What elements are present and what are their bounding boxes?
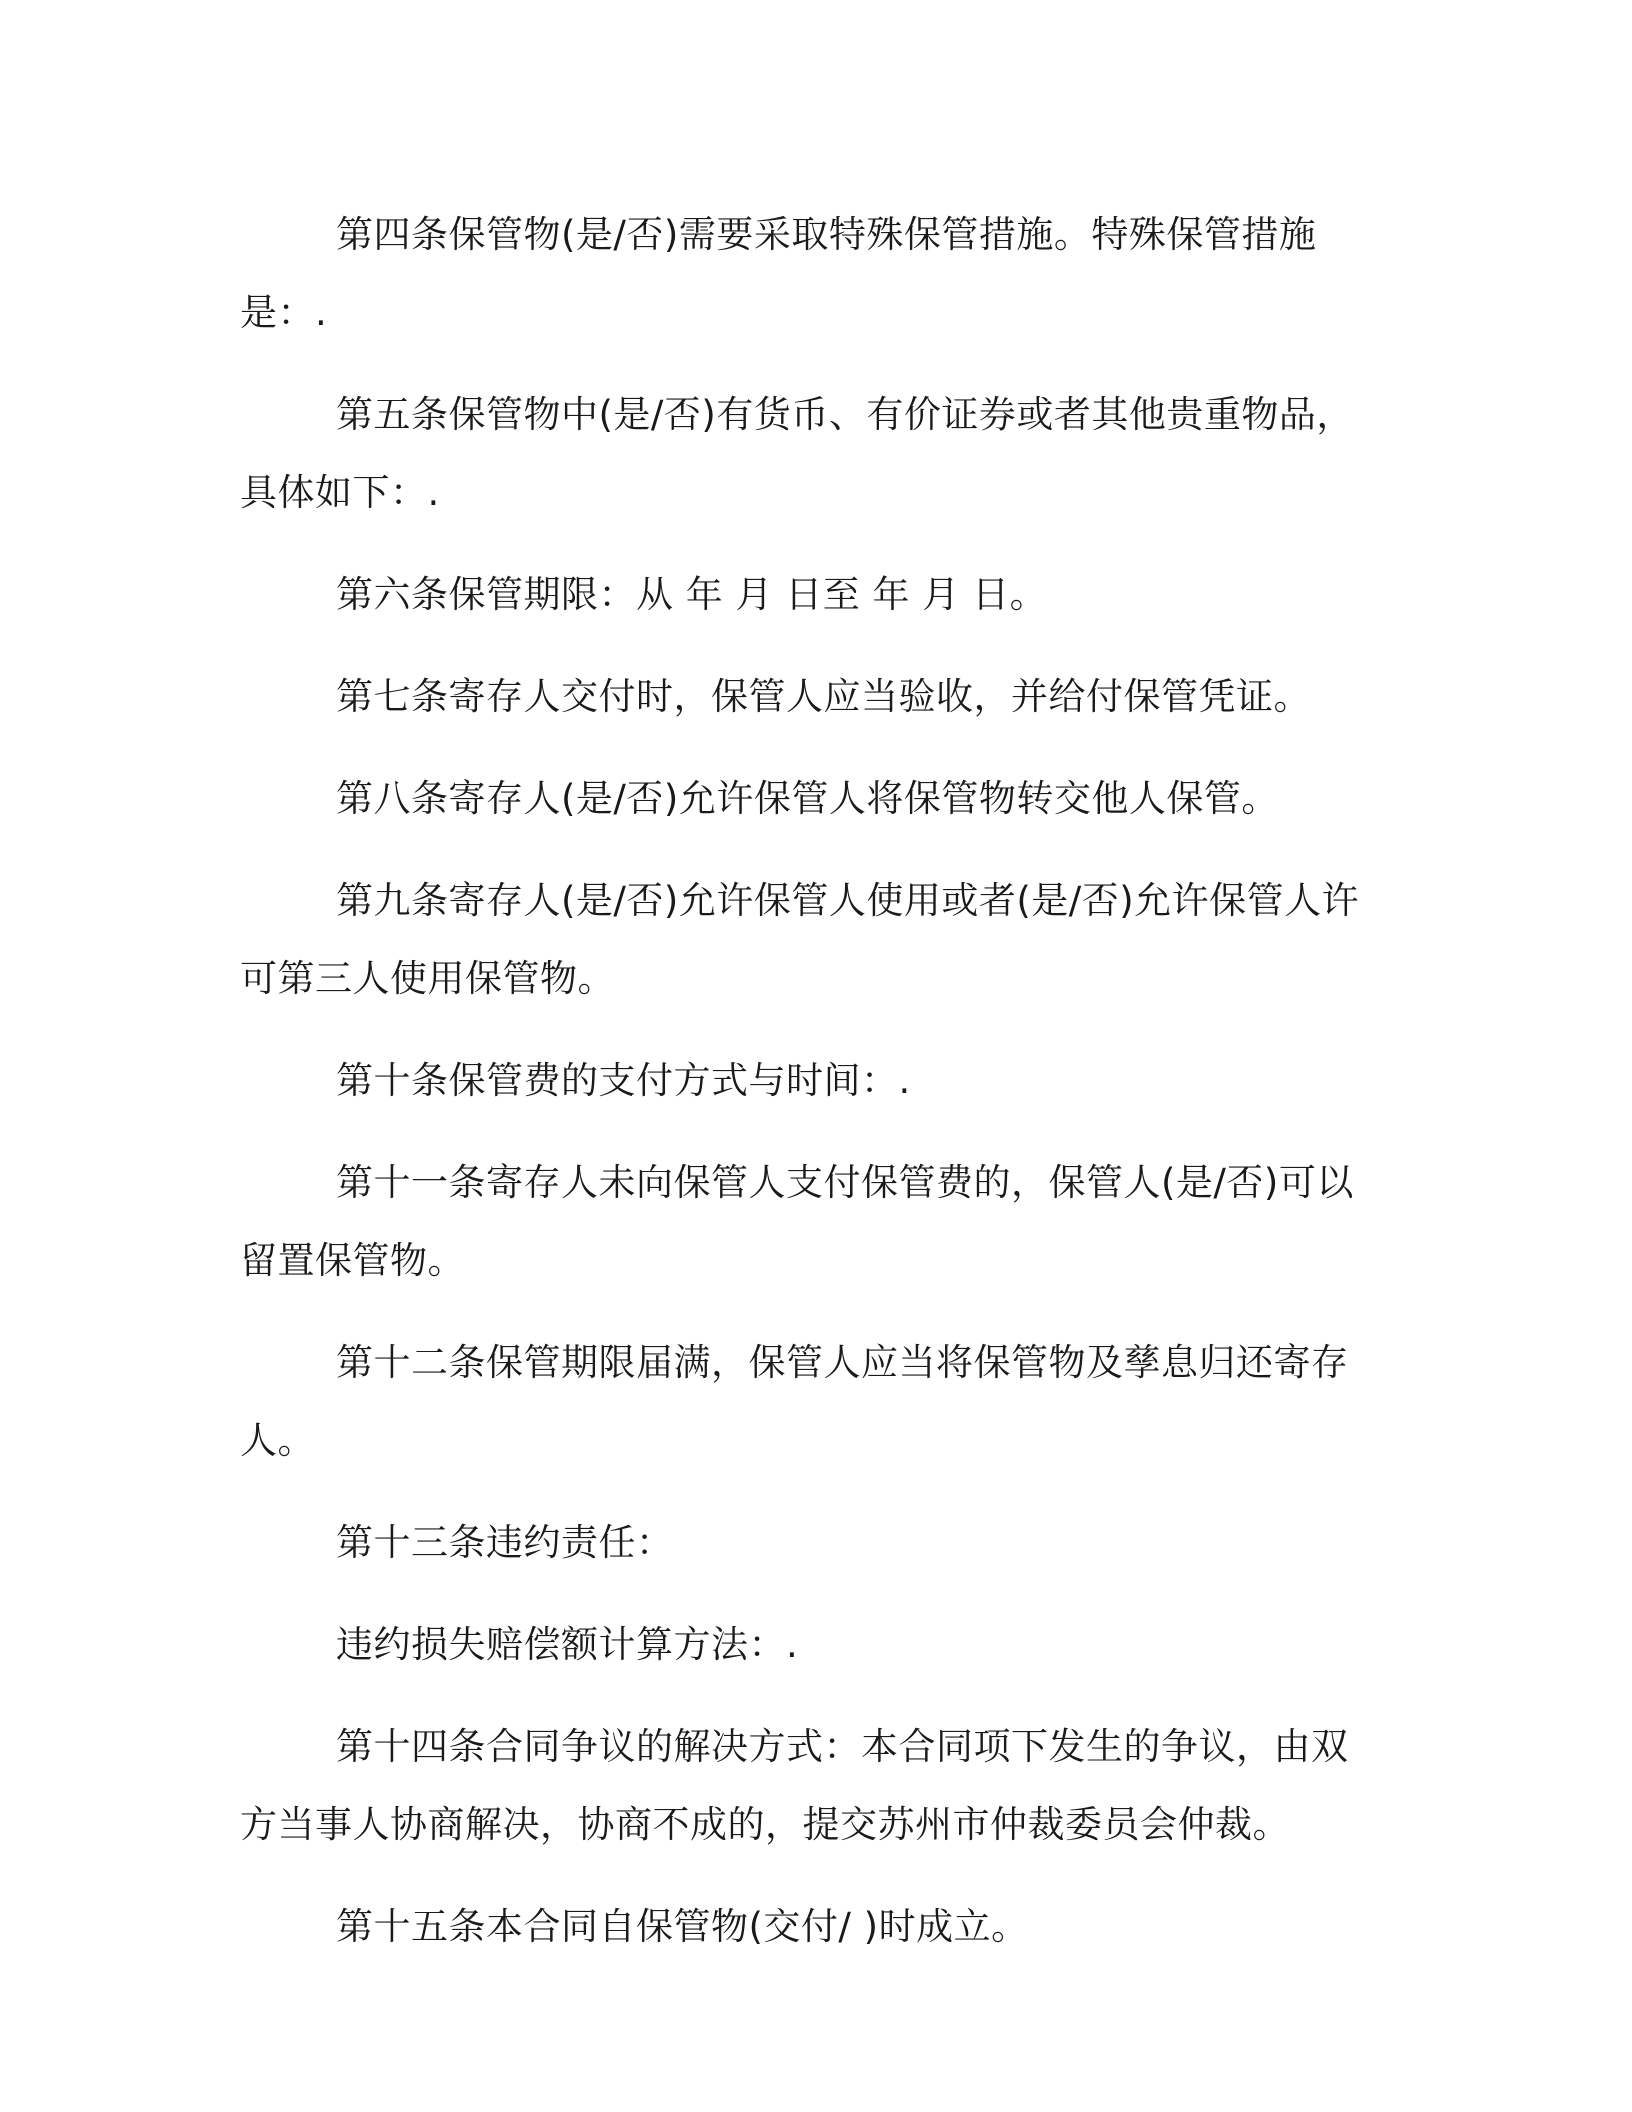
article-9: 第九条寄存人(是/否)允许保管人使用或者(是/否)允许保管人许可第三人使用保管物。: [240, 879, 1360, 1000]
article-7: 第七条寄存人交付时，保管人应当验收，并给付保管凭证。: [336, 675, 1311, 718]
article-4: 第四条保管物(是/否)需要采取特殊保管措施。特殊保管措施是：.: [240, 213, 1317, 334]
article-14: 第十四条合同争议的解决方式：本合同项下发生的争议，由双方当事人协商解决，协商不成的，提交苏州市仲裁委员会仲裁。: [240, 1725, 1349, 1846]
article-8: 第八条寄存人(是/否)允许保管人将保管物转交他人保管。: [336, 777, 1279, 820]
document-body: [240, 196, 1380, 1990]
damages-calculation: 违约损失赔偿额计算方法：.: [336, 1623, 799, 1666]
article-15: 第十五条本合同自保管物(交付/ )时成立。: [336, 1905, 1029, 1948]
article-11: 第十一条寄存人未向保管人支付保管费的，保管人(是/否)可以留置保管物。: [240, 1161, 1354, 1282]
article-13: 第十三条违约责任：: [336, 1521, 674, 1564]
article-5: 第五条保管物中(是/否)有货币、有价证券或者其他贵重物品，具体如下：.: [240, 393, 1354, 514]
article-12: 第十二条保管期限届满，保管人应当将保管物及孳息归还寄存人。: [240, 1341, 1349, 1462]
article-10: 第十条保管费的支付方式与时间：.: [336, 1059, 911, 1102]
article-6: 第六条保管期限：从 年 月 日至 年 月 日。: [336, 573, 1048, 616]
